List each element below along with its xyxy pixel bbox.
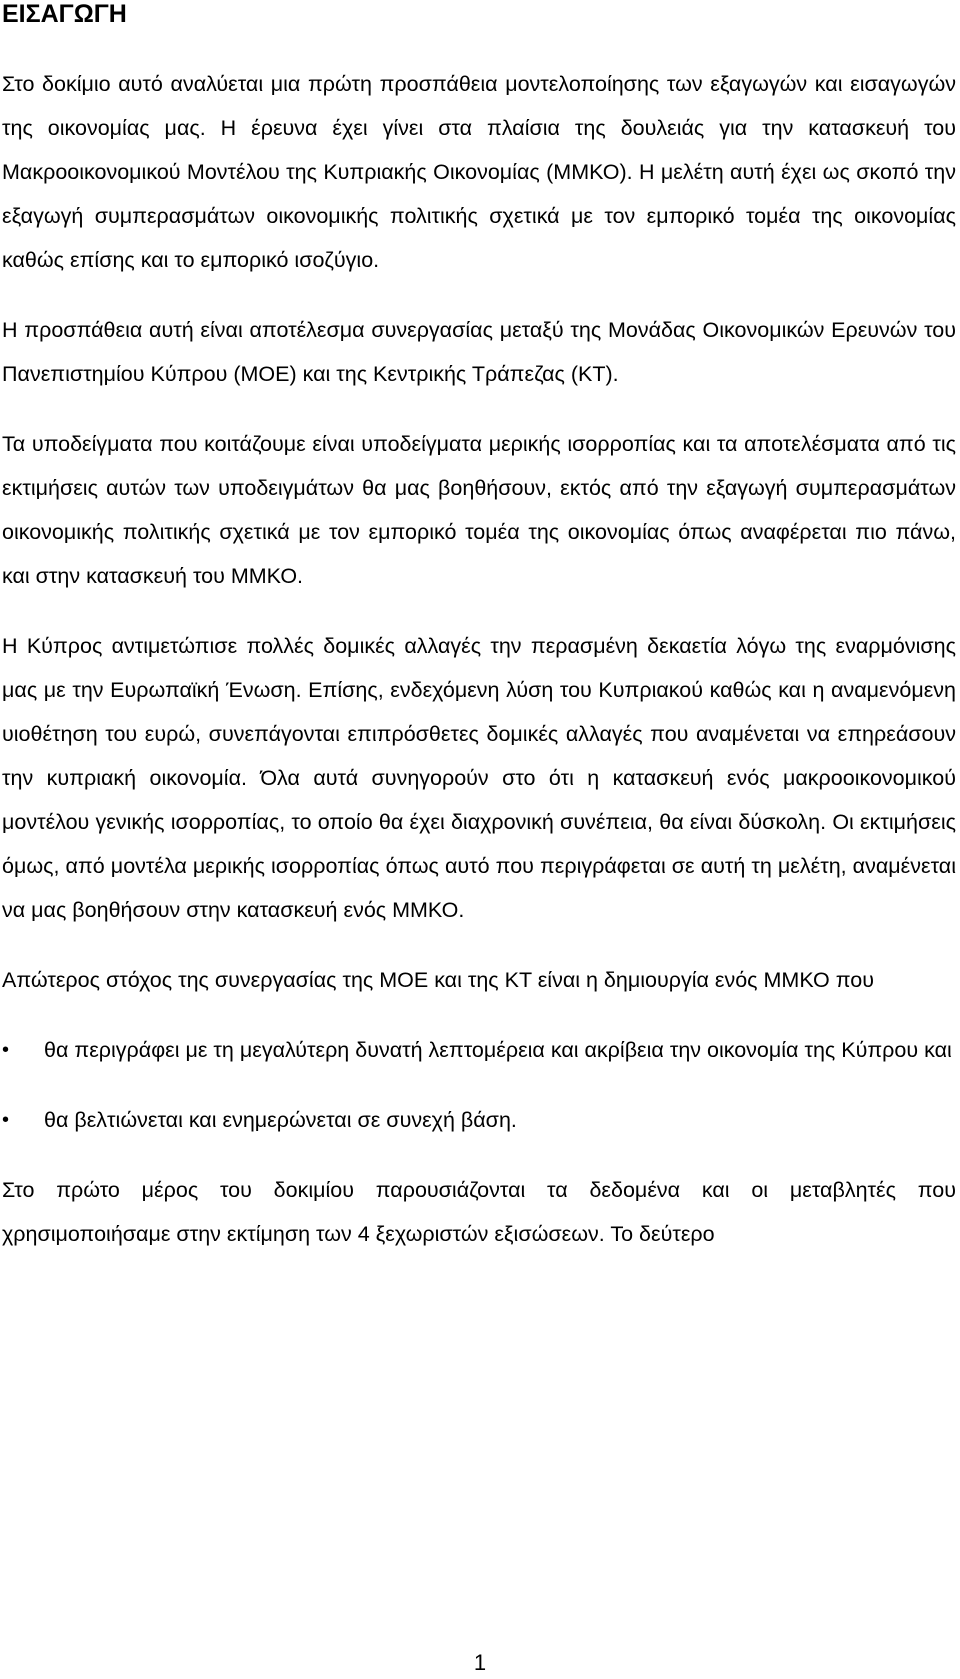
list-item xyxy=(2,1098,956,1142)
paragraph-models: Τα υποδείγματα που κοιτάζουμε είναι υποδείγματα μερικής ισορροπίας και τα αποτελέσματα από τις εκτιμήσεις αυτών των υποδειγμάτων θα μας βοηθήσουν, εκτός από την εξαγωγή συμπερασμάτων οικονομικής πολιτικής σχετικά με τον εμπορικό τομέα της οικονομίας όπως αναφέρεται πιο πάνω, και στην κατασκευή του ΜΜΚΟ. xyxy=(2,432,956,588)
paragraph-goal: Απώτερος στόχος της συνεργασίας της ΜΟΕ και της ΚΤ είναι η δημιουργία ενός ΜΜΚΟ που xyxy=(2,968,874,992)
list-item-text: θα βελτιώνεται και ενημερώνεται σε συνεχή βάση. xyxy=(44,1108,517,1132)
list-item-text: θα περιγράφει με τη μεγαλύτερη δυνατή λεπτομέρεια και ακρίβεια την οικονομία της Κύπρου και xyxy=(44,1038,952,1062)
paragraph-intro: Στο δοκίμιο αυτό αναλύεται μια πρώτη προσπάθεια μοντελοποίησης των εξαγωγών και εισαγωγών της οικονομίας μας. Η έρευνα έχει γίνει στα πλαίσια της δουλειάς για την κατασκευή του Μακροοικονομικού Μοντέλου της Κυπριακής Οικονομίας (ΜΜΚΟ). Η μελέτη αυτή έχει ως σκοπό την εξαγωγή συμπερασμάτων οικονομικής πολιτικής σχετικά με τον εμπορικό τομέα της οικονομίας καθώς επίσης και το εμπορικό ισοζύγιο. xyxy=(2,72,956,272)
list-item xyxy=(2,1028,956,1072)
document-body xyxy=(2,0,956,1256)
page-number: 1 xyxy=(473,1650,487,1675)
section-heading: ΕΙΣΑΓΩΓΗ xyxy=(2,0,127,28)
paragraph-collaboration: Η προσπάθεια αυτή είναι αποτέλεσμα συνεργασίας μεταξύ της Μονάδας Οικονομικών Ερευνών του Πανεπιστημίου Κύπρου (ΜΟΕ) και της Κεντρικής Τράπεζας (ΚΤ). xyxy=(2,318,956,386)
paragraph-structure: Στο πρώτο μέρος του δοκιμίου παρουσιάζονται τα δεδομένα και οι μεταβλητές που χρησιμοποιήσαμε στην εκτίμηση των 4 ξεχωριστών εξισώσεων. Το δεύτερο xyxy=(2,1178,956,1246)
bullet-icon: • xyxy=(2,1109,10,1131)
goal-bullet-list xyxy=(2,1028,956,1142)
paragraph-structural-changes: Η Κύπρος αντιμετώπισε πολλές δομικές αλλαγές την περασμένη δεκαετία λόγω της εναρμόνισης μας με την Ευρωπαϊκή Ένωση. Επίσης, ενδεχόμενη λύση του Κυπριακού καθώς και η αναμενόμενη υιοθέτηση του ευρώ, συνεπάγονται επιπρόσθετες δομικές αλλαγές που αναμένεται να επηρεάσουν την κυπριακή οικονομία. Όλα αυτά συνηγορούν στο ότι η κατασκευή ενός μακροοικονομικού μοντέλου γενικής ισορροπίας, το οποίο θα έχει διαχρονική συνέπεια, θα είναι δύσκολη. Οι εκτιμήσεις όμως, από μοντέλα μερικής ισορροπίας όπως αυτό που περιγράφεται σε αυτή τη μελέτη, αναμένεται να μας βοηθήσουν στην κατασκευή ενός ΜΜΚΟ. xyxy=(2,634,956,922)
bullet-icon: • xyxy=(2,1039,10,1061)
